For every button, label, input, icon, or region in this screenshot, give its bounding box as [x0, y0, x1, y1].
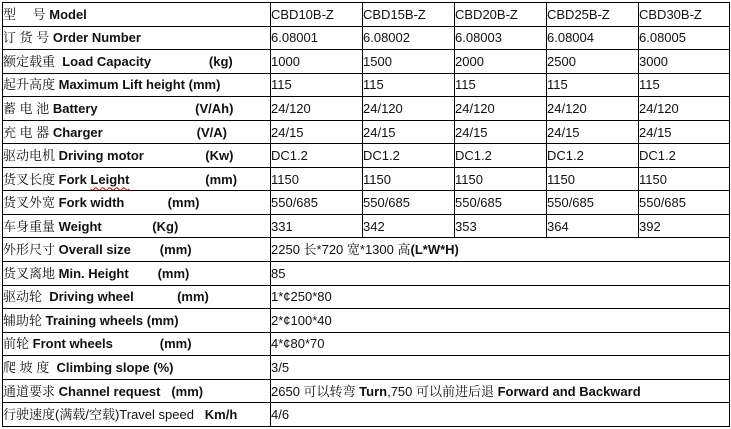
table-row: [3, 403, 730, 427]
value-cell: 24/120: [455, 97, 547, 121]
row-label-english: Battery: [52, 100, 98, 116]
row-label-english: Driving motor: [58, 148, 144, 164]
table-row: [3, 309, 730, 333]
row-label: [3, 97, 271, 121]
row-label: [3, 167, 271, 191]
value-cell: DC1.2: [639, 144, 730, 168]
row-label-unit: (mm): [143, 312, 179, 328]
row-label: [3, 214, 271, 238]
row-label-unit: (V/Ah): [97, 100, 234, 116]
table-row: [3, 26, 730, 50]
value-segment: 85: [271, 265, 286, 281]
value-cell: 342: [363, 214, 455, 238]
value-cell: 550/685: [455, 191, 547, 215]
table-row: [3, 120, 730, 144]
row-label: [3, 73, 271, 97]
value-cell: 24/120: [639, 97, 730, 121]
row-label-unit: (mm): [160, 383, 204, 399]
value-cell: 392: [639, 214, 730, 238]
row-label: [3, 403, 271, 427]
row-label-english: Climbing slope: [56, 359, 150, 375]
table-row: [3, 214, 730, 238]
value-cell: 6.08005: [639, 26, 730, 50]
value-segment: (L*W*H): [410, 242, 459, 258]
row-label-english: Fork: [58, 171, 91, 187]
merged-value-cell: [271, 379, 730, 403]
table-row: [3, 238, 730, 262]
value-segment: 3/5: [271, 359, 290, 375]
value-cell: 6.08001: [271, 26, 363, 50]
row-label-unit: (mm): [112, 336, 192, 352]
row-label-chinese: 通道要求: [3, 383, 59, 399]
value-segment: 4*¢80*70: [271, 336, 325, 352]
row-label-english: Model: [49, 6, 87, 22]
row-label-unit: (mm): [133, 289, 209, 305]
table-row: [3, 3, 730, 27]
row-label-unit: (Kw): [143, 148, 234, 164]
row-label-unit: Km/h: [193, 407, 238, 423]
row-label-chinese: 车身重量: [3, 218, 59, 234]
row-label-unit: (kg): [151, 53, 233, 69]
row-label-chinese: 货叉离地: [3, 265, 59, 281]
value-cell: 115: [547, 73, 639, 97]
value-segment: 2*¢100*40: [271, 312, 332, 328]
spec-table-grid: [2, 2, 730, 427]
value-cell: 24/120: [363, 97, 455, 121]
value-cell: 1500: [363, 50, 455, 74]
row-label-unit: (mm): [128, 265, 190, 281]
row-label-chinese: 爬 坡 度: [3, 359, 57, 375]
value-cell: 115: [455, 73, 547, 97]
value-cell: 1150: [639, 167, 730, 191]
table-row: [3, 144, 730, 168]
row-label: [3, 144, 271, 168]
merged-value-cell: [271, 262, 730, 286]
value-cell: DC1.2: [271, 144, 363, 168]
merged-value-cell: [271, 309, 730, 333]
value-cell: 24/15: [639, 120, 730, 144]
row-label-english-misspelled: Leight: [90, 171, 130, 187]
spec-table-body: [3, 3, 730, 427]
value-cell: DC1.2: [363, 144, 455, 168]
merged-value-cell: [271, 332, 730, 356]
row-label-chinese: 蓄 电 池: [3, 100, 53, 116]
value-segment: 1*¢250*80: [271, 289, 332, 305]
row-label-chinese: 型 号: [3, 6, 50, 22]
row-label-english: Overall size: [58, 242, 131, 258]
row-label: [3, 332, 271, 356]
value-cell: DC1.2: [547, 144, 639, 168]
row-label-english: Fork width: [58, 195, 125, 211]
row-label-chinese: 驱动轮: [3, 289, 50, 305]
table-row: [3, 167, 730, 191]
value-cell: CBD25B-Z: [547, 3, 639, 27]
row-label-unit: (mm): [130, 242, 192, 258]
row-label: [3, 238, 271, 262]
merged-value-cell: [271, 403, 730, 427]
row-label-chinese: 驱动电机: [3, 148, 59, 164]
table-row: [3, 285, 730, 309]
merged-value-cell: [271, 356, 730, 380]
value-cell: CBD30B-Z: [639, 3, 730, 27]
value-cell: 115: [363, 73, 455, 97]
row-label-english: Load Capacity: [62, 53, 152, 69]
value-cell: 364: [547, 214, 639, 238]
value-cell: CBD20B-Z: [455, 3, 547, 27]
merged-value-cell: [271, 285, 730, 309]
row-label-chinese: 行驶速度(满载/空载): [3, 407, 120, 423]
value-cell: 24/15: [455, 120, 547, 144]
value-cell: 24/15: [271, 120, 363, 144]
value-cell: 550/685: [547, 191, 639, 215]
row-label-english: Travel speed: [119, 407, 194, 423]
row-label: [3, 379, 271, 403]
value-cell: 115: [639, 73, 730, 97]
row-label-unit: (Kg): [101, 218, 179, 234]
row-label-english: Min. Height: [58, 265, 129, 281]
value-cell: 6.08003: [455, 26, 547, 50]
row-label-unit: (mm): [185, 77, 221, 93]
row-label-chinese: 订 货 号: [3, 30, 53, 46]
row-label: [3, 309, 271, 333]
row-label-english: Driving wheel: [49, 289, 134, 305]
value-cell: 353: [455, 214, 547, 238]
table-row: [3, 356, 730, 380]
value-segment: 2650 可以转弯: [271, 383, 360, 399]
value-cell: 2000: [455, 50, 547, 74]
row-label-chinese: 外形尺寸: [3, 242, 59, 258]
merged-value-cell: [271, 238, 730, 262]
value-cell: 2500: [547, 50, 639, 74]
value-cell: 1150: [271, 167, 363, 191]
row-label-chinese: 前轮: [3, 336, 33, 352]
value-cell: 1150: [455, 167, 547, 191]
row-label-chinese: 货叉长度: [3, 171, 59, 187]
spec-table: [2, 2, 730, 427]
value-cell: 24/120: [547, 97, 639, 121]
value-segment: 2250 长*720 宽*1300 高: [271, 242, 411, 258]
value-cell: 1000: [271, 50, 363, 74]
value-cell: 24/120: [271, 97, 363, 121]
table-row: [3, 262, 730, 286]
row-label-english: Charger: [52, 124, 103, 140]
value-segment: Turn: [359, 383, 388, 399]
row-label: [3, 285, 271, 309]
row-label: [3, 50, 271, 74]
row-label-unit: (%): [149, 359, 174, 375]
value-cell: 3000: [639, 50, 730, 74]
table-row: [3, 332, 730, 356]
row-label-unit: (mm): [129, 171, 238, 187]
row-label-chinese: 充 电 器: [3, 124, 53, 140]
row-label: [3, 356, 271, 380]
value-cell: 115: [271, 73, 363, 97]
row-label: [3, 262, 271, 286]
row-label-english: Training wheels: [45, 312, 144, 328]
value-cell: CBD15B-Z: [363, 3, 455, 27]
table-row: [3, 50, 730, 74]
table-row: [3, 73, 730, 97]
row-label-english: Channel request: [58, 383, 161, 399]
value-segment: 4/6: [271, 407, 290, 423]
row-label-unit: (V/A): [102, 124, 227, 140]
row-label-unit: (mm): [124, 195, 200, 211]
row-label-english: Order Number: [52, 30, 141, 46]
value-cell: 24/15: [547, 120, 639, 144]
table-row: [3, 97, 730, 121]
value-cell: DC1.2: [455, 144, 547, 168]
row-label-chinese: 额定载重: [3, 53, 63, 69]
value-cell: 550/685: [363, 191, 455, 215]
value-cell: 24/15: [363, 120, 455, 144]
row-label-english: Front wheels: [32, 336, 113, 352]
row-label: [3, 3, 271, 27]
value-cell: 6.08002: [363, 26, 455, 50]
row-label-english: Maximum Lift height: [58, 77, 186, 93]
value-segment: ,750 可以前进后退: [387, 383, 498, 399]
row-label-chinese: 辅助轮: [3, 312, 46, 328]
row-label-chinese: 货叉外宽: [3, 195, 59, 211]
value-segment: Forward and Backward: [497, 383, 641, 399]
value-cell: 550/685: [271, 191, 363, 215]
row-label: [3, 26, 271, 50]
row-label-english: Weight: [58, 218, 102, 234]
value-cell: CBD10B-Z: [271, 3, 363, 27]
value-cell: 331: [271, 214, 363, 238]
value-cell: 6.08004: [547, 26, 639, 50]
row-label: [3, 191, 271, 215]
table-row: [3, 379, 730, 403]
row-label-chinese: 起升高度: [3, 77, 59, 93]
row-label: [3, 120, 271, 144]
value-cell: 1150: [547, 167, 639, 191]
value-cell: 1150: [363, 167, 455, 191]
value-cell: 550/685: [639, 191, 730, 215]
table-row: [3, 191, 730, 215]
